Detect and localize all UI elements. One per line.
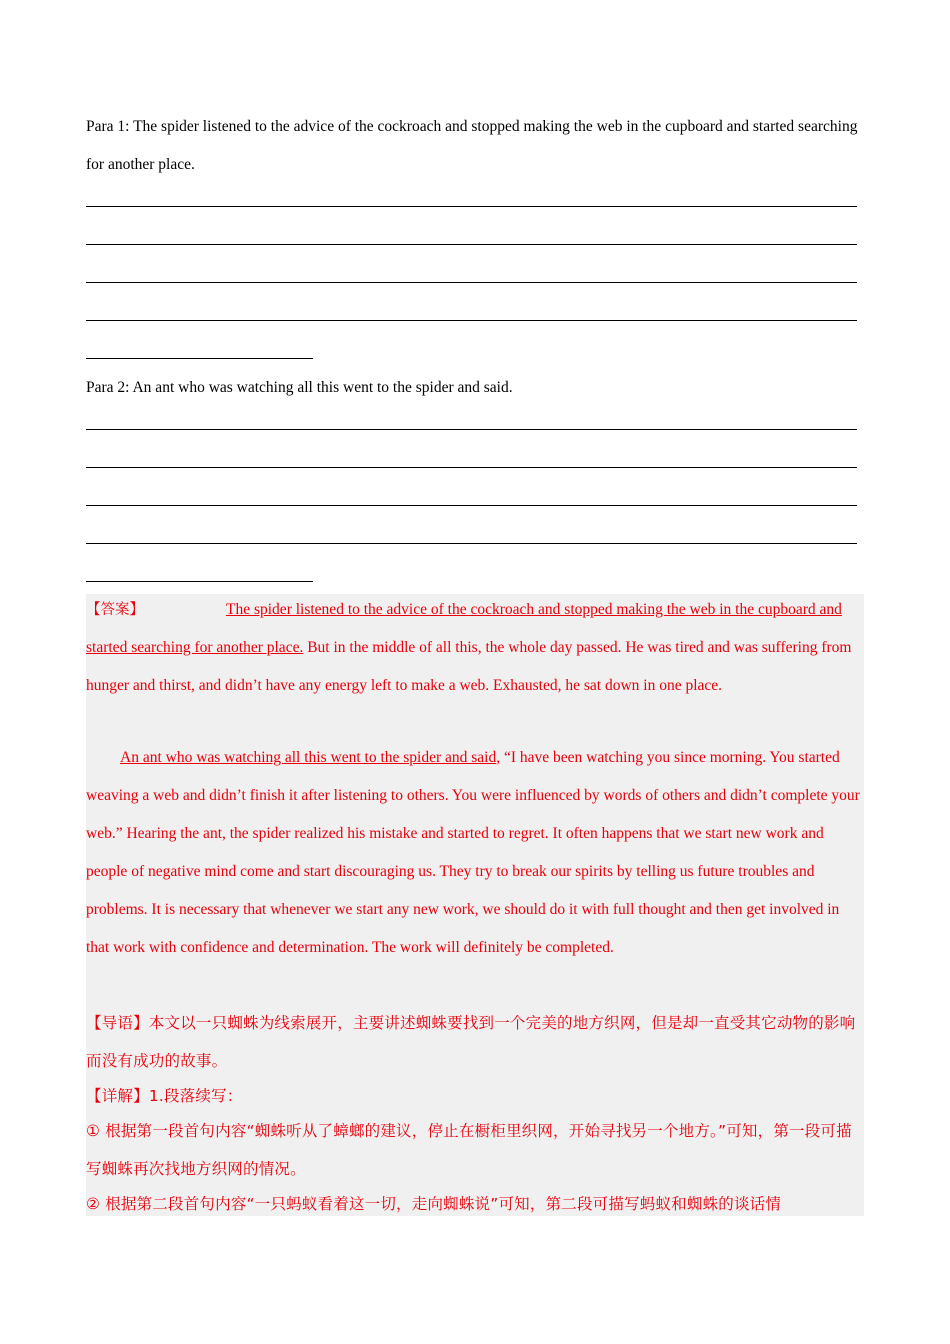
answer-paragraph-2 bbox=[86, 739, 862, 967]
answer-line bbox=[86, 206, 857, 207]
answer-line bbox=[86, 320, 857, 321]
para2-prompt: Para 2: An ant who was watching all this went to the spider and said. bbox=[86, 379, 513, 396]
guide-text: 本文以一只蜘蛛为线索展开，主要讲述蜘蛛要找到一个完美的地方织网，但是却一直受其它动物的影响而没有成功的故事。 bbox=[86, 1014, 856, 1070]
answer-line bbox=[86, 282, 857, 283]
detail-text: 1.段落续写： bbox=[148, 1087, 243, 1105]
answer-p1-underlined: The spider listened to the advice of the cockroach and stopped making the web in the cupboard and started searching for another place. bbox=[86, 601, 842, 656]
answer-section bbox=[86, 594, 864, 1216]
answer-p1-rest: But in the middle of all this, the whole day passed. He was tired and was suffering from hunger and thirst, and didn’t have any energy left to make a web. Exhausted, he sat down in one place. bbox=[86, 639, 852, 694]
guide-tag: 【导语】 bbox=[86, 1014, 149, 1032]
answer-line bbox=[86, 244, 857, 245]
guide-paragraph bbox=[86, 1004, 862, 1080]
answer-paragraph-1 bbox=[86, 591, 862, 705]
para1-prompt: Para 1: The spider listened to the advice of the cockroach and stopped making the web in the cupboard and started searching for another place. bbox=[86, 118, 858, 173]
detail-point-1: ① 根据第一段首句内容“蜘蛛听从了蟑螂的建议，停止在橱柜里织网，开始寻找另一个地方。”可知，第一段可描写蜘蛛再次找地方织网的情况。 bbox=[86, 1122, 852, 1178]
detail-tag: 【详解】 bbox=[86, 1087, 149, 1105]
answer-tag: 【答案】 bbox=[86, 602, 144, 618]
answer-line bbox=[86, 543, 857, 544]
answer-p2-rest: , “I have been watching you since morning. You started weaving a web and didn’t finish it after listening to others. You were influenced by words of others and didn’t complete your web.” Hearing the ant, the spider realized his mistake and started to regret. It often happens that we start new work and people of negative mind come and start discouraging us. They try to break our spirits by telling us future troubles and problems. It is necessary that whenever we start any new work, we should do it with full thought and then get involved in that work with confidence and determination. The work will definitely be completed. bbox=[86, 749, 860, 956]
answer-p2-underlined: An ant who was watching all this went to the spider and said bbox=[120, 749, 497, 766]
answer-line bbox=[86, 358, 313, 359]
answer-line bbox=[86, 581, 313, 582]
answer-line bbox=[86, 467, 857, 468]
detail-heading bbox=[86, 1077, 862, 1115]
answer-line bbox=[86, 505, 857, 506]
detail-point-2: ② 根据第二段首句内容“一只蚂蚁看着这一切，走向蜘蛛说”可知，第二段可描写蚂蚁和蜘蛛的谈话情 bbox=[86, 1195, 782, 1213]
answer-line bbox=[86, 429, 857, 430]
